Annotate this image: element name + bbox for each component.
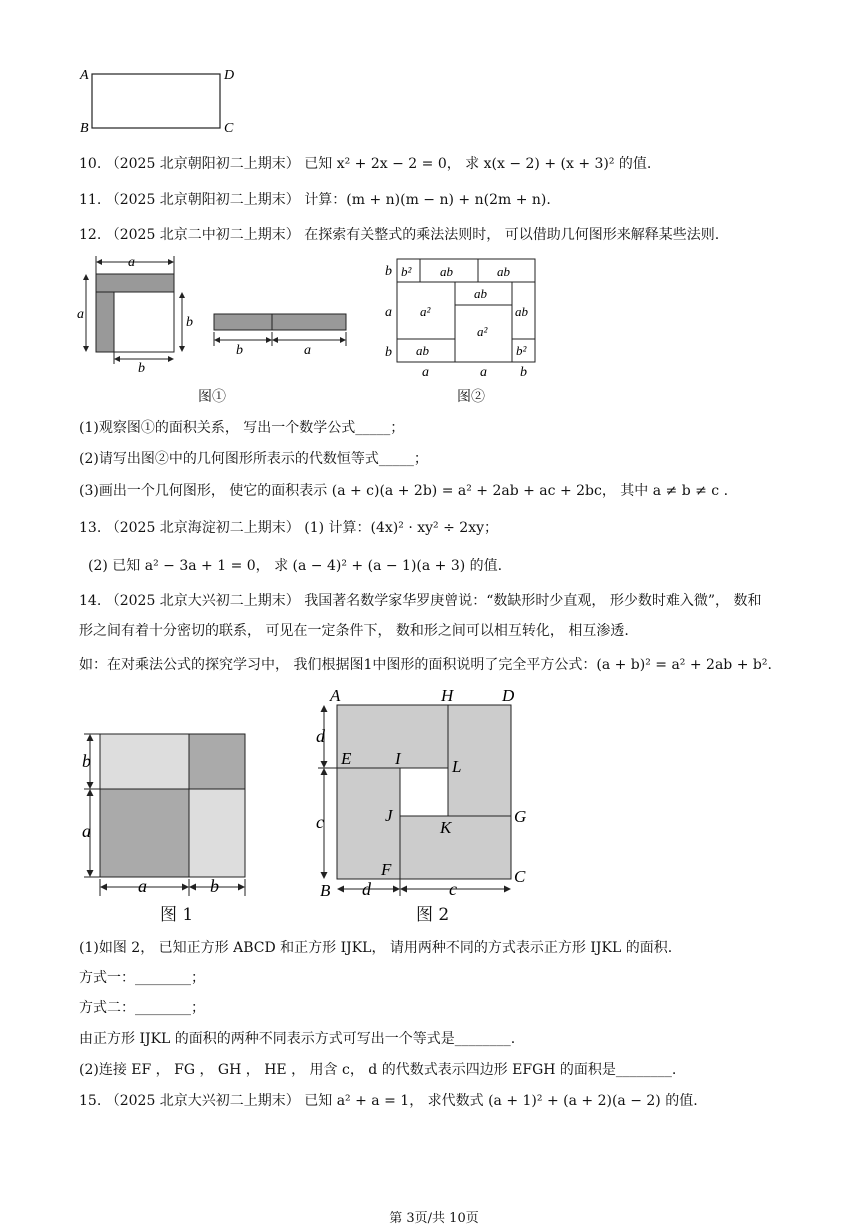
rectangle-abcd-figure [74, 64, 244, 136]
q12-number: 12. [79, 227, 102, 243]
q13-source: （2025 北京海淀初二上期末） [105, 520, 300, 536]
q15-source: （2025 北京大兴初二上期末） [105, 1093, 300, 1109]
q12f2-side-b1: b [385, 264, 392, 279]
q11-source: （2025 北京朝阳初二上期末） [105, 192, 300, 208]
q14f2-bottom-d: d [362, 879, 371, 899]
q14f1-side-b: b [82, 751, 91, 771]
q14-part1: (1)如图 2， 已知正方形 ABCD 和正方形 IJKL， 请用两种不同的方式表示正方形 IJKL 的面积. [79, 940, 673, 956]
q12-part2: (2)请写出图②中的几何图形所表示的代数恒等式_____； [79, 451, 428, 467]
q14f2-label-H: H [441, 686, 454, 705]
q12-figure-2 [380, 256, 540, 381]
question-12 [79, 224, 719, 244]
q14f2-label-K: K [440, 818, 452, 837]
q12f1-label-a-strip: a [304, 343, 311, 358]
label-B: B [80, 121, 89, 136]
question-14 [79, 590, 761, 610]
q14f2-label-L: L [452, 757, 462, 776]
question-10 [79, 153, 651, 173]
q12f1-label-b-right: b [186, 315, 193, 330]
q12f2-ab-top2: ab [497, 264, 510, 279]
q12-fig2-caption: 图② [457, 389, 485, 405]
q14-fig1-caption: 图 1 [160, 905, 194, 925]
q12f1-label-b-bottom: b [138, 361, 145, 376]
question-13 [79, 517, 498, 537]
q11-number: 11. [79, 192, 102, 208]
q14-way1: 方式一：________； [79, 970, 205, 986]
q12f2-a2-mid: a² [477, 324, 488, 339]
q15-text: 已知 a² + a = 1， 求代数式 (a + 1)² + (a + 2)(a − 2) 的值. [304, 1093, 698, 1109]
q12-source: （2025 北京二中初二上期末） [105, 227, 300, 243]
q12f2-side-b2: b [385, 345, 392, 360]
q13-part2: (2) 已知 a² − 3a + 1 = 0， 求 (a − 4)² + (a − 1)(a + 3) 的值. [88, 558, 503, 574]
q14f1-bottom-b: b [210, 876, 219, 896]
question-15 [79, 1090, 698, 1110]
q12f2-ab-bottom: ab [416, 343, 429, 358]
q14f2-label-I: I [395, 749, 401, 768]
q12f2-a2-left: a² [420, 304, 431, 319]
q14-way2: 方式二：________； [79, 1000, 205, 1016]
q10-number: 10. [79, 156, 102, 172]
q14-figure-1 [76, 724, 256, 904]
q14-part1b: 由正方形 IJKL 的面积的两种不同表示方式可写出一个等式是________. [79, 1031, 516, 1047]
q14f2-label-F: F [381, 860, 392, 879]
q12f1-label-a-left: a [77, 307, 84, 322]
q10-text: 已知 x² + 2x − 2 = 0， 求 x(x − 2) + (x + 3)² 的值. [304, 156, 652, 172]
q14f2-label-A: A [330, 686, 341, 705]
page-footer: 第 3页/共 10页 [389, 1211, 479, 1226]
q12f2-ab-top1: ab [440, 264, 453, 279]
q12f1-label-a-top: a [128, 255, 135, 270]
q12-figure-1 [74, 252, 359, 382]
label-A: A [80, 68, 89, 83]
q14-number: 14. [79, 593, 102, 609]
q14f2-bottom-c: c [449, 879, 457, 899]
q12f2-ab-mid: ab [474, 286, 487, 301]
q15-number: 15. [79, 1093, 102, 1109]
q12f1-label-b-strip: b [236, 343, 243, 358]
q14f2-label-J: J [385, 806, 393, 825]
q14-text2: 形之间有着十分密切的联系， 可见在一定条件下， 数和形之间可以相互转化， 相互渗透. [79, 623, 629, 639]
q14f2-label-C: C [514, 867, 526, 886]
q12f2-b2-top: b² [401, 264, 412, 279]
q12-fig1-caption: 图① [198, 389, 226, 405]
q13-part1: (1) 计算：(4x)² · xy² ÷ 2xy； [304, 520, 498, 536]
q14-fig2-caption: 图 2 [416, 905, 450, 925]
q12-part1: (1)观察图①的面积关系， 写出一个数学公式_____； [79, 420, 405, 436]
q13-number: 13. [79, 520, 102, 536]
q14f2-label-B: B [320, 881, 331, 900]
q10-source: （2025 北京朝阳初二上期末） [105, 156, 300, 172]
q14f2-label-G: G [514, 807, 527, 826]
q11-text: 计算：(m + n)(m − n) + n(2m + n). [304, 192, 551, 208]
label-C: C [224, 121, 234, 136]
q14-text1: 我国著名数学家华罗庚曾说：“数缺形时少直观， 形少数时难入微”， 数和 [304, 593, 762, 609]
q12-text: 在探索有关整式的乘法法则时， 可以借助几何图形来解释某些法则. [304, 227, 720, 243]
question-11 [79, 189, 551, 209]
q12f2-bottom-b: b [520, 365, 527, 380]
q12-part3: (3)画出一个几何图形， 使它的面积表示 (a + c)(a + 2b) = a² + 2ab + ac + 2bc， 其中 a ≠ b ≠ c . [79, 483, 729, 499]
q12f2-side-a: a [385, 305, 392, 320]
q14f2-label-D: D [502, 686, 515, 705]
q14f2-label-E: E [341, 749, 352, 768]
q12f2-b2-bottom: b² [516, 343, 527, 358]
q12f2-bottom-a2: a [480, 365, 487, 380]
q14f1-side-a: a [82, 821, 91, 841]
q14f1-bottom-a: a [138, 876, 147, 896]
q14-text3: 如：在对乘法公式的探究学习中， 我们根据图1中图形的面积说明了完全平方公式：(a + b)² = a² + 2ab + b². [79, 657, 772, 673]
q14-figure-2 [306, 684, 536, 906]
q14-source: （2025 北京大兴初二上期末） [105, 593, 300, 609]
q14f2-side-d: d [316, 726, 325, 746]
q14-part2: (2)连接 EF ， FG ， GH ， HE ， 用含 c， d 的代数式表示四边形 EFGH 的面积是________. [79, 1062, 677, 1078]
q12f2-ab-right: ab [515, 304, 528, 319]
q12f2-bottom-a1: a [422, 365, 429, 380]
q14f2-side-c: c [316, 812, 324, 832]
label-D: D [224, 68, 235, 83]
